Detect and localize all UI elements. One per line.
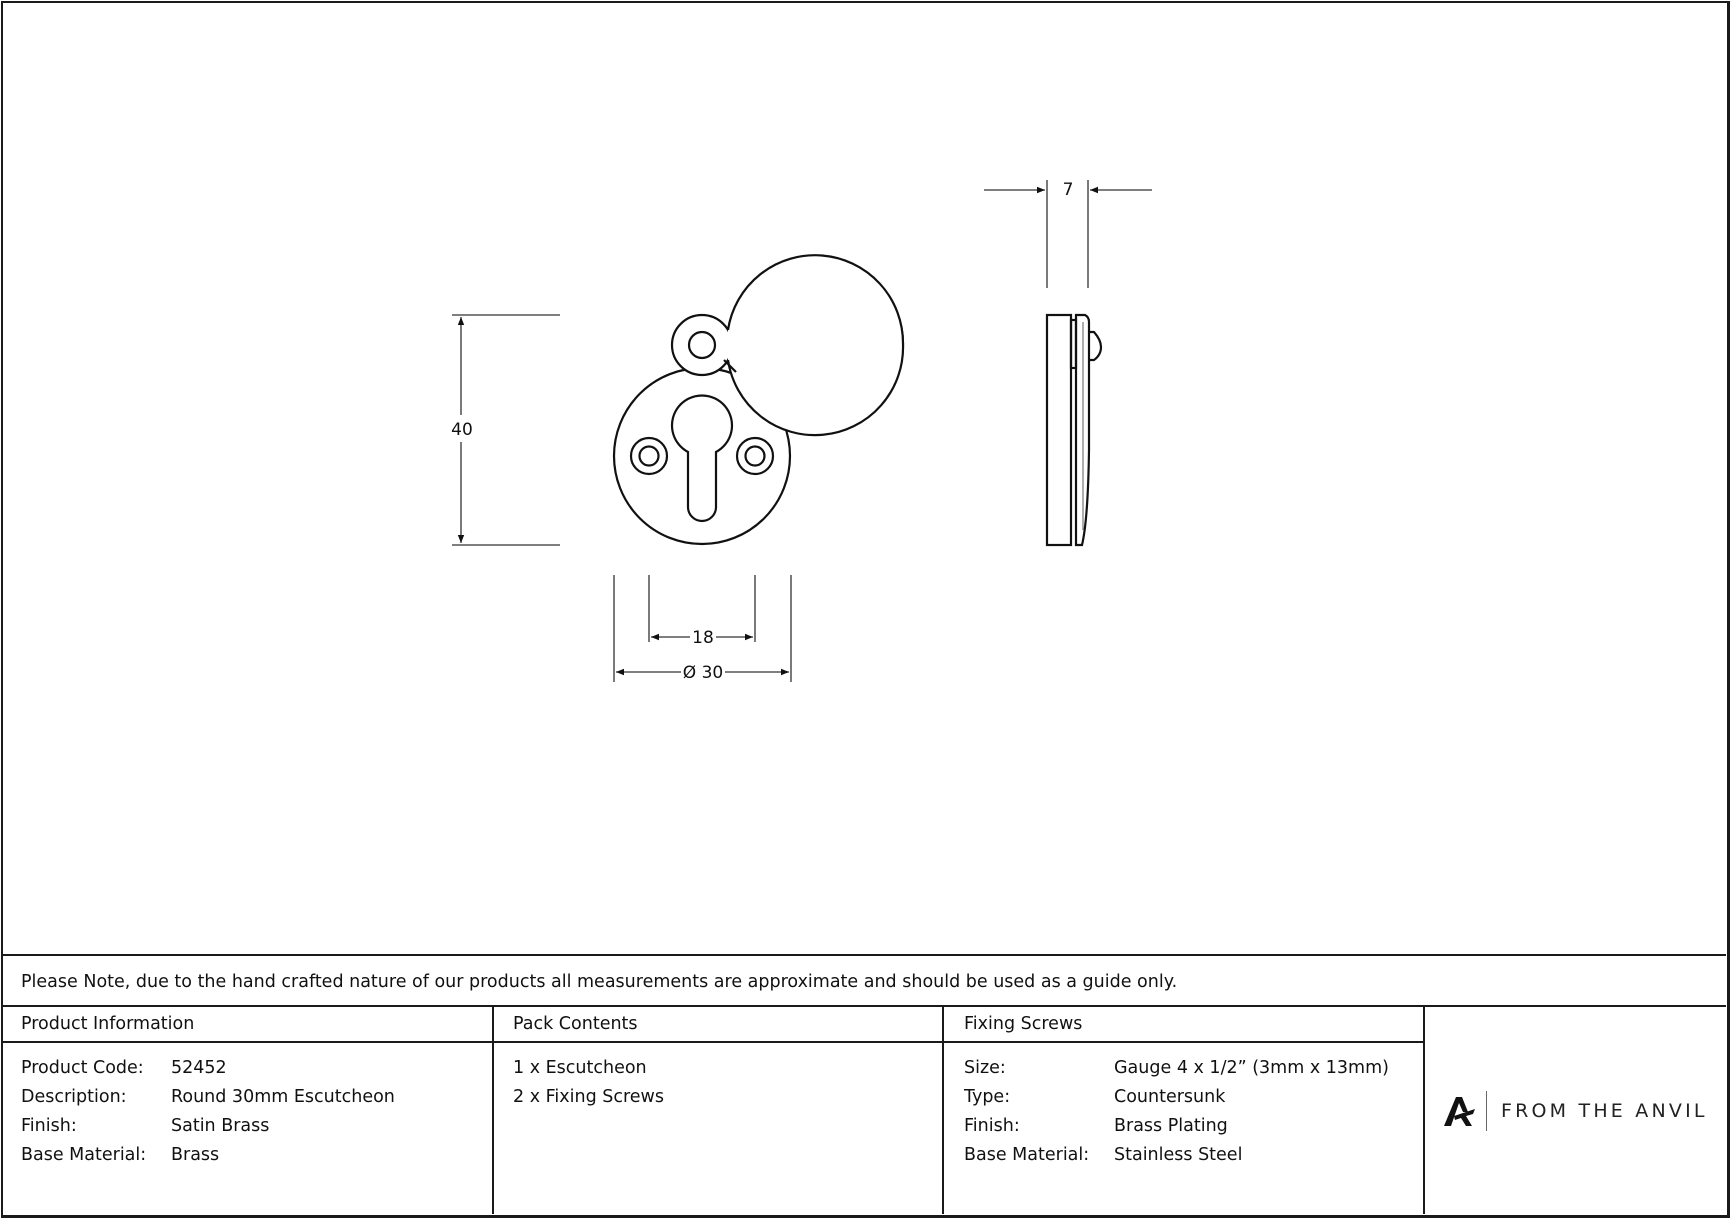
side-view — [1047, 315, 1101, 545]
anvil-a-logo-icon — [1442, 1094, 1476, 1128]
pack-item: 1 x Escutcheon — [513, 1058, 647, 1078]
column-divider — [492, 1006, 494, 1214]
pack-contents-heading: Pack Contents — [513, 1014, 638, 1034]
fixing-screws-heading: Fixing Screws — [964, 1014, 1083, 1034]
front-view — [614, 255, 903, 544]
screw-hole-left — [631, 438, 667, 474]
diameter-label: Ø 30 — [682, 663, 724, 683]
screw-base-material-value: Stainless Steel — [1114, 1145, 1243, 1165]
side-plate — [1047, 315, 1071, 545]
screw-finish-value: Brass Plating — [1114, 1116, 1228, 1136]
depth-dimension-label: 7 — [1062, 180, 1074, 200]
brand-logo — [1442, 1088, 1708, 1134]
side-knob — [1089, 332, 1101, 360]
screw-spacing-label: 18 — [692, 628, 714, 648]
finish-label: Finish: — [21, 1116, 77, 1136]
description-label: Description: — [21, 1087, 127, 1107]
description-value: Round 30mm Escutcheon — [171, 1087, 395, 1107]
screw-size-value: Gauge 4 x 1/2” (3mm x 13mm) — [1114, 1058, 1389, 1078]
product-information-heading: Product Information — [21, 1014, 195, 1034]
pivot-ring-outline — [672, 315, 732, 375]
screw-type-value: Countersunk — [1114, 1087, 1226, 1107]
brand-name: FROM THE ANVIL — [1501, 1100, 1708, 1122]
product-code-label: Product Code: — [21, 1058, 144, 1078]
pack-item: 2 x Fixing Screws — [513, 1087, 664, 1107]
title-block-top-border — [2, 954, 1726, 956]
screw-finish-label: Finish: — [964, 1116, 1020, 1136]
base-material-label: Base Material: — [21, 1145, 147, 1165]
screw-size-label: Size: — [964, 1058, 1006, 1078]
column-divider — [942, 1006, 944, 1214]
height-dimension-label: 40 — [451, 420, 473, 440]
product-code-value: 52452 — [171, 1058, 227, 1078]
disclaimer-note: Please Note, due to the hand crafted nature of our products all measurements are approximate and should be used as a guide only. — [21, 972, 1178, 992]
base-material-value: Brass — [171, 1145, 220, 1165]
screw-base-material-label: Base Material: — [964, 1145, 1090, 1165]
screw-type-label: Type: — [964, 1087, 1011, 1107]
logo-separator — [1486, 1091, 1487, 1131]
table-header-divider — [2, 1041, 1424, 1043]
keyhole-outline — [672, 395, 732, 521]
screw-hole-right — [737, 438, 773, 474]
finish-value: Satin Brass — [171, 1116, 270, 1136]
column-divider — [1423, 1006, 1425, 1214]
table-top-border — [2, 1005, 1726, 1007]
